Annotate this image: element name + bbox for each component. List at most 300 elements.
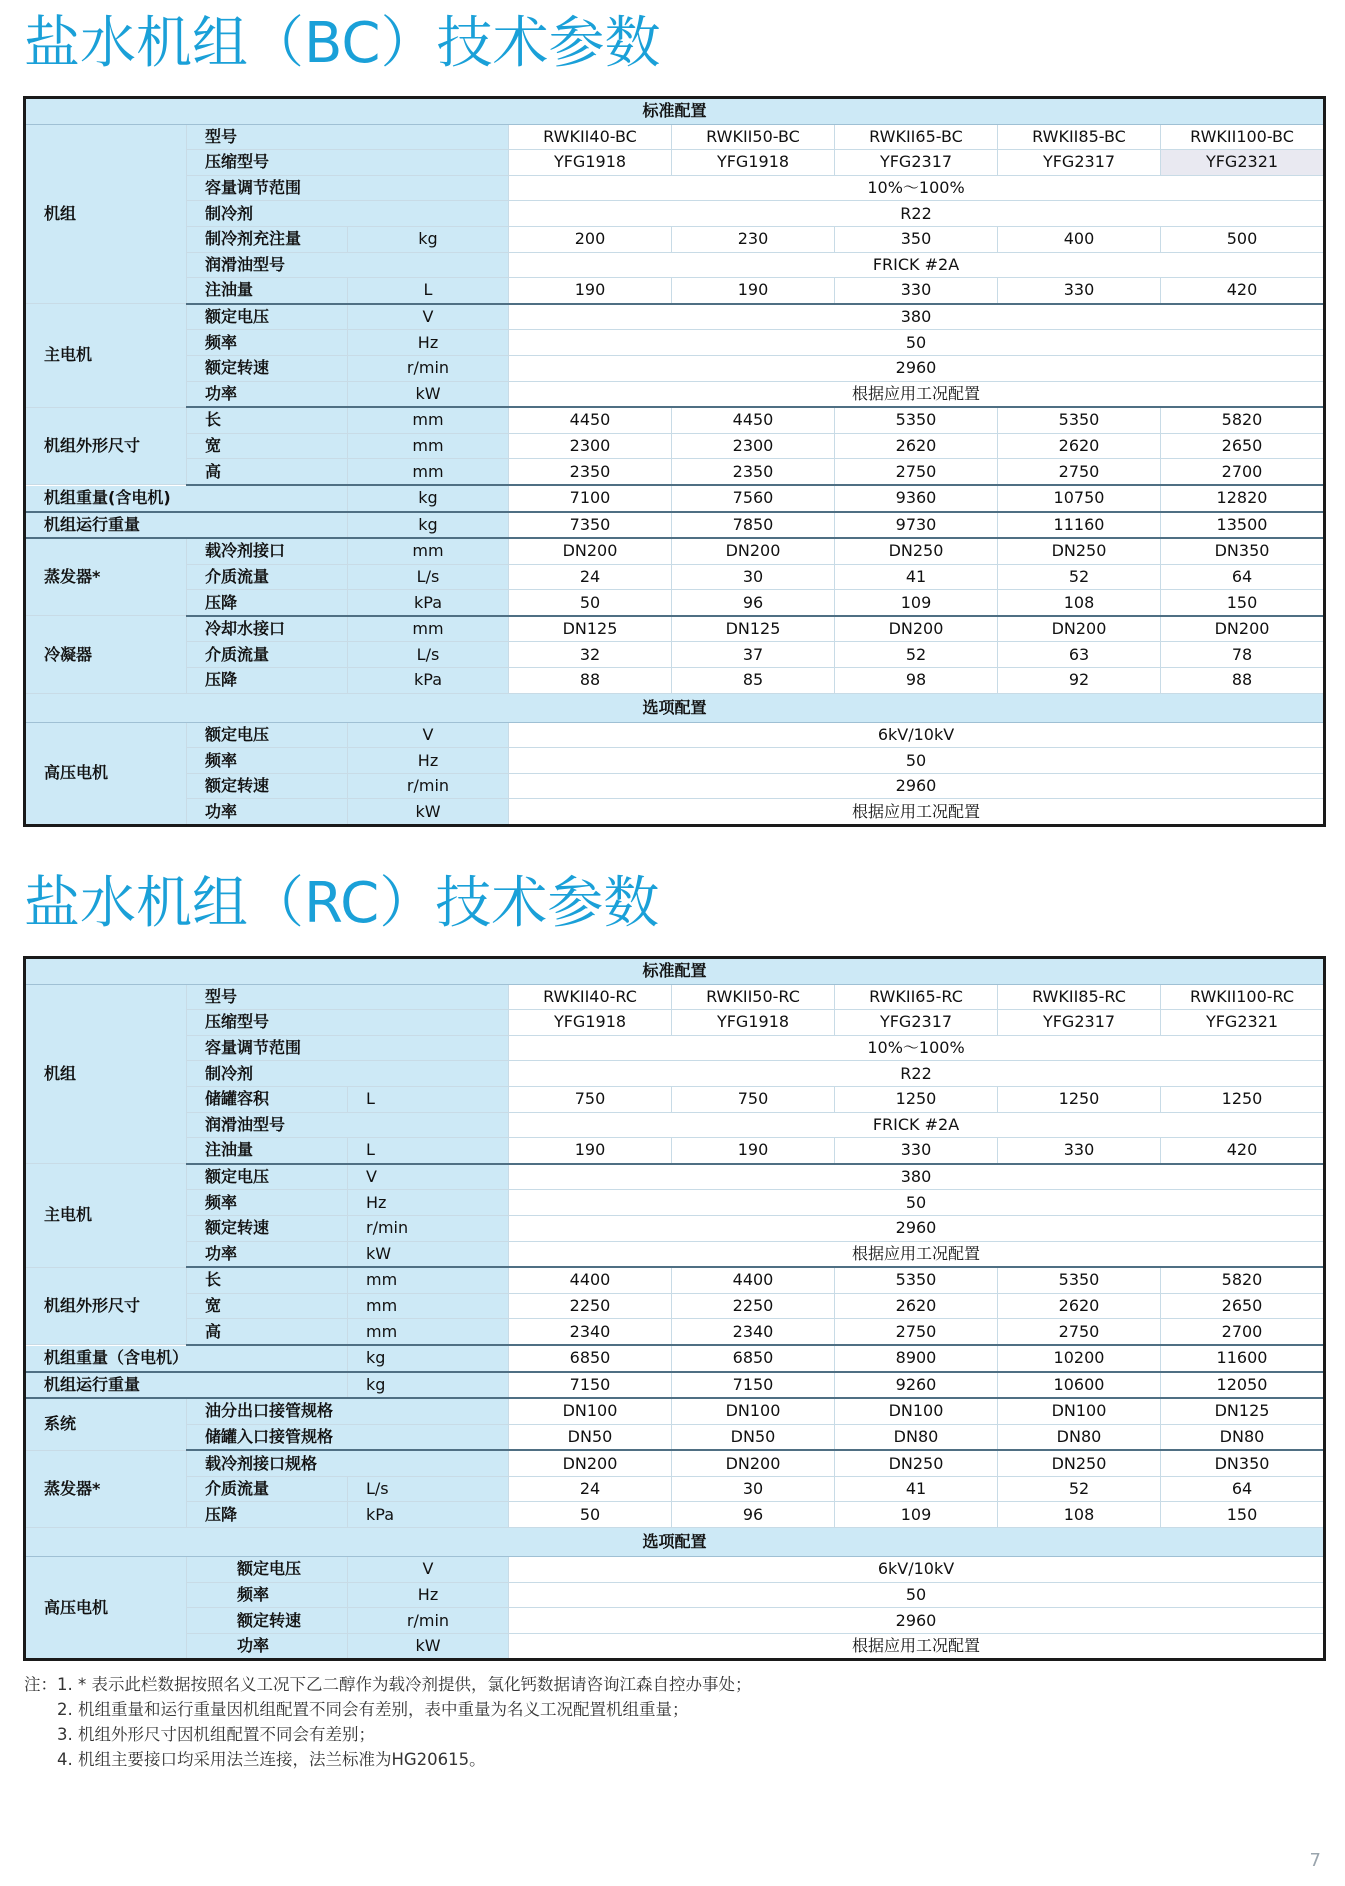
value-cell: YFG2317 <box>835 150 998 176</box>
value-cell: 9730 <box>835 512 998 539</box>
rc-standard-header: 标准配置 <box>25 958 1325 985</box>
unit-cell: L <box>348 1086 509 1112</box>
value-cell: DN100 <box>998 1398 1161 1424</box>
value-cell: 50 <box>509 1582 1325 1608</box>
table-row <box>25 1424 1325 1450</box>
value-cell: 2620 <box>998 433 1161 459</box>
unit-cell: kg <box>348 512 509 539</box>
unit-cell: kg <box>348 226 509 252</box>
value-cell: 78 <box>1161 642 1325 668</box>
value-cell: 2250 <box>509 1293 672 1319</box>
param-label: 功率 <box>187 381 348 407</box>
value-cell: 10%～100% <box>509 175 1325 201</box>
table-row <box>25 1557 1325 1583</box>
value-cell: DN125 <box>672 616 835 642</box>
value-cell: 13500 <box>1161 512 1325 539</box>
value-cell: 500 <box>1161 226 1325 252</box>
table-row <box>25 226 1325 252</box>
unit-cell: kPa <box>348 1502 509 1528</box>
param-label: 载冷剂接口规格 <box>187 1450 509 1476</box>
category-cell: 主电机 <box>25 304 187 407</box>
note-item <box>24 1672 1314 1697</box>
value-cell: DN80 <box>1161 1424 1325 1450</box>
category-cell: 机组 <box>25 124 187 304</box>
value-cell: 330 <box>998 1138 1161 1164</box>
param-label: 润滑油型号 <box>187 1112 509 1138</box>
param-label: 压降 <box>187 668 348 694</box>
value-cell: 7150 <box>672 1372 835 1399</box>
unit-cell: L/s <box>348 564 509 590</box>
param-label: 介质流量 <box>187 642 348 668</box>
value-cell: DN200 <box>672 538 835 564</box>
value-cell: 2700 <box>1161 459 1325 485</box>
value-cell: RWKII85-RC <box>998 984 1161 1010</box>
category-cell: 蒸发器* <box>25 538 187 616</box>
unit-cell: L <box>348 278 509 304</box>
bc-spec-table <box>23 96 1326 827</box>
unit-cell: kg <box>348 485 509 512</box>
param-label: 额定电压 <box>187 1557 348 1583</box>
unit-cell: mm <box>348 459 509 485</box>
value-cell: 6kV/10kV <box>509 722 1325 748</box>
unit-cell: kW <box>348 381 509 407</box>
value-cell: 根据应用工况配置 <box>509 381 1325 407</box>
table-row <box>25 252 1325 278</box>
value-cell: YFG1918 <box>509 150 672 176</box>
value-cell: DN125 <box>509 616 672 642</box>
category-cell: 机组运行重量 <box>25 1372 348 1399</box>
note-item <box>24 1722 1314 1747</box>
value-cell: 50 <box>509 1190 1325 1216</box>
table-row <box>25 590 1325 616</box>
value-cell: 63 <box>998 642 1161 668</box>
param-label: 容量调节范围 <box>187 1035 509 1061</box>
value-cell: 1250 <box>835 1086 998 1112</box>
value-cell: 1250 <box>998 1086 1161 1112</box>
value-cell: 96 <box>672 1502 835 1528</box>
value-cell: 6850 <box>672 1345 835 1372</box>
value-cell: RWKII100-BC <box>1161 124 1325 150</box>
value-cell: 420 <box>1161 1138 1325 1164</box>
unit-cell: r/min <box>348 773 509 799</box>
param-label: 额定转速 <box>187 1608 348 1634</box>
value-cell: DN200 <box>672 1450 835 1476</box>
unit-cell: mm <box>348 1319 509 1345</box>
table-row <box>25 330 1325 356</box>
table-row <box>25 1633 1325 1660</box>
value-cell: 6850 <box>509 1345 672 1372</box>
category-cell: 冷凝器 <box>25 616 187 693</box>
category-cell: 机组重量(含电机) <box>25 485 348 512</box>
param-label: 制冷剂 <box>187 201 509 227</box>
value-cell: 4450 <box>509 407 672 433</box>
value-cell: 2650 <box>1161 1293 1325 1319</box>
table-row <box>25 722 1325 748</box>
note-text: 1. * 表示此栏数据按照名义工况下乙二醇作为载冷剂提供，氯化钙数据请咨询江森自控办事处； <box>57 1675 752 1694</box>
param-label: 长 <box>187 407 348 433</box>
param-label: 额定电压 <box>187 304 348 330</box>
param-label: 储罐容积 <box>187 1086 348 1112</box>
value-cell: 2620 <box>835 1293 998 1319</box>
value-cell: 64 <box>1161 564 1325 590</box>
table-row <box>25 773 1325 799</box>
value-cell: DN250 <box>998 538 1161 564</box>
page-number: 7 <box>1309 1850 1321 1871</box>
value-cell: 10%～100% <box>509 1035 1325 1061</box>
note-item <box>24 1747 1314 1772</box>
table-row <box>25 1241 1325 1267</box>
value-cell: 根据应用工况配置 <box>509 799 1325 826</box>
value-cell: YFG2317 <box>835 1010 998 1036</box>
value-cell: 24 <box>509 1476 672 1502</box>
value-cell: 2750 <box>998 459 1161 485</box>
notes-list <box>24 1672 1314 1772</box>
unit-cell: mm <box>348 538 509 564</box>
unit-cell: V <box>348 722 509 748</box>
param-label: 油分出口接管规格 <box>187 1398 509 1424</box>
table-row <box>25 1010 1325 1036</box>
table-row <box>25 538 1325 564</box>
value-cell: 330 <box>835 1138 998 1164</box>
param-label: 介质流量 <box>187 564 348 590</box>
table-row <box>25 1190 1325 1216</box>
value-cell: 2650 <box>1161 433 1325 459</box>
table-row <box>25 512 1325 539</box>
table-row <box>25 355 1325 381</box>
value-cell: 190 <box>509 1138 672 1164</box>
param-label: 压缩型号 <box>187 150 509 176</box>
value-cell: FRICK #2A <box>509 252 1325 278</box>
value-cell: 330 <box>835 278 998 304</box>
value-cell: 2960 <box>509 1608 1325 1634</box>
unit-cell: mm <box>348 1293 509 1319</box>
table-row <box>25 1345 1325 1372</box>
param-label: 注油量 <box>187 278 348 304</box>
value-cell: 92 <box>998 668 1161 694</box>
value-cell: 5350 <box>835 1267 998 1293</box>
value-cell: 50 <box>509 590 672 616</box>
bc-standard-header: 标准配置 <box>25 98 1325 125</box>
value-cell: 5350 <box>998 407 1161 433</box>
value-cell: 88 <box>1161 668 1325 694</box>
category-cell: 机组 <box>25 984 187 1164</box>
value-cell: 190 <box>672 278 835 304</box>
value-cell: 32 <box>509 642 672 668</box>
value-cell: 2340 <box>509 1319 672 1345</box>
unit-cell: Hz <box>348 1582 509 1608</box>
note-text: 2. 机组重量和运行重量因机组配置不同会有差别，表中重量为名义工况配置机组重量； <box>57 1700 689 1719</box>
value-cell: 7350 <box>509 512 672 539</box>
value-cell: 4450 <box>672 407 835 433</box>
param-label: 长 <box>187 1267 348 1293</box>
value-cell: 190 <box>672 1138 835 1164</box>
value-cell: 2300 <box>509 433 672 459</box>
value-cell: 8900 <box>835 1345 998 1372</box>
value-cell: DN200 <box>509 1450 672 1476</box>
value-cell: 4400 <box>509 1267 672 1293</box>
rc-title: 盐水机组（RC）技术参数 <box>24 871 660 936</box>
value-cell: 5820 <box>1161 407 1325 433</box>
value-cell: DN200 <box>835 616 998 642</box>
table-row <box>25 564 1325 590</box>
value-cell: YFG2317 <box>998 150 1161 176</box>
value-cell: 1250 <box>1161 1086 1325 1112</box>
category-cell: 高压电机 <box>25 722 187 825</box>
value-cell: 30 <box>672 564 835 590</box>
value-cell: 380 <box>509 304 1325 330</box>
rc-option-header: 选项配置 <box>25 1528 1325 1557</box>
param-label: 额定电压 <box>187 722 348 748</box>
category-cell: 系统 <box>25 1398 187 1450</box>
param-label: 频率 <box>187 748 348 774</box>
value-cell: 52 <box>998 564 1161 590</box>
rc-spec-table <box>23 956 1326 1661</box>
param-label: 宽 <box>187 1293 348 1319</box>
value-cell: RWKII50-BC <box>672 124 835 150</box>
value-cell: 50 <box>509 1502 672 1528</box>
value-cell: 750 <box>509 1086 672 1112</box>
unit-cell: mm <box>348 407 509 433</box>
value-cell: RWKII65-BC <box>835 124 998 150</box>
value-cell: 9360 <box>835 485 998 512</box>
unit-cell: V <box>348 304 509 330</box>
value-cell: DN350 <box>1161 538 1325 564</box>
value-cell: 11160 <box>998 512 1161 539</box>
param-label: 高 <box>187 459 348 485</box>
value-cell: 330 <box>998 278 1161 304</box>
value-cell: 108 <box>998 1502 1161 1528</box>
value-cell: YFG1918 <box>672 150 835 176</box>
unit-cell: V <box>348 1557 509 1583</box>
value-cell: 9260 <box>835 1372 998 1399</box>
value-cell: RWKII40-RC <box>509 984 672 1010</box>
value-cell: 400 <box>998 226 1161 252</box>
param-label: 功率 <box>187 1241 348 1267</box>
unit-cell: V <box>348 1164 509 1190</box>
value-cell: DN250 <box>998 1450 1161 1476</box>
table-row <box>25 150 1325 176</box>
unit-cell: r/min <box>348 1608 509 1634</box>
value-cell: YFG2321 <box>1161 150 1325 176</box>
table-row <box>25 1164 1325 1190</box>
table-row <box>25 1138 1325 1164</box>
value-cell: 2300 <box>672 433 835 459</box>
value-cell: 109 <box>835 590 998 616</box>
value-cell: DN50 <box>672 1424 835 1450</box>
unit-cell: r/min <box>348 1215 509 1241</box>
param-label: 功率 <box>187 799 348 826</box>
param-label: 制冷剂 <box>187 1061 509 1087</box>
unit-cell: mm <box>348 616 509 642</box>
param-label: 容量调节范围 <box>187 175 509 201</box>
unit-cell: kg <box>348 1345 509 1372</box>
table-row <box>25 407 1325 433</box>
unit-cell: mm <box>348 1267 509 1293</box>
param-label: 介质流量 <box>187 1476 348 1502</box>
bc-option-header: 选项配置 <box>25 693 1325 722</box>
table-row <box>25 1035 1325 1061</box>
bc-title: 盐水机组（BC）技术参数 <box>24 11 661 76</box>
unit-cell: L/s <box>348 642 509 668</box>
value-cell: DN200 <box>509 538 672 564</box>
value-cell: FRICK #2A <box>509 1112 1325 1138</box>
table-row <box>25 175 1325 201</box>
table-row <box>25 642 1325 668</box>
value-cell: 64 <box>1161 1476 1325 1502</box>
table-row <box>25 1267 1325 1293</box>
value-cell: 2250 <box>672 1293 835 1319</box>
param-label: 高 <box>187 1319 348 1345</box>
value-cell: R22 <box>509 1061 1325 1087</box>
param-label: 额定电压 <box>187 1164 348 1190</box>
unit-cell: r/min <box>348 355 509 381</box>
table-row <box>25 278 1325 304</box>
value-cell: DN350 <box>1161 1450 1325 1476</box>
value-cell: 200 <box>509 226 672 252</box>
param-label: 额定转速 <box>187 773 348 799</box>
value-cell: 420 <box>1161 278 1325 304</box>
value-cell: DN50 <box>509 1424 672 1450</box>
table-row <box>25 668 1325 694</box>
table-row <box>25 433 1325 459</box>
category-cell: 机组重量（含电机） <box>25 1345 348 1372</box>
value-cell: 2960 <box>509 773 1325 799</box>
value-cell: 2750 <box>835 1319 998 1345</box>
unit-cell: kg <box>348 1372 509 1399</box>
value-cell: 根据应用工况配置 <box>509 1241 1325 1267</box>
table-row <box>25 1372 1325 1399</box>
param-label: 注油量 <box>187 1138 348 1164</box>
value-cell: RWKII85-BC <box>998 124 1161 150</box>
param-label: 型号 <box>187 984 509 1010</box>
value-cell: 190 <box>509 278 672 304</box>
value-cell: 52 <box>835 642 998 668</box>
table-row <box>25 616 1325 642</box>
value-cell: 30 <box>672 1476 835 1502</box>
value-cell: 37 <box>672 642 835 668</box>
param-label: 频率 <box>187 1190 348 1216</box>
value-cell: RWKII50-RC <box>672 984 835 1010</box>
param-label: 冷却水接口 <box>187 616 348 642</box>
param-label: 压降 <box>187 590 348 616</box>
table-row <box>25 1582 1325 1608</box>
unit-cell: mm <box>348 433 509 459</box>
param-label: 制冷剂充注量 <box>187 226 348 252</box>
param-label: 型号 <box>187 124 509 150</box>
value-cell: RWKII40-BC <box>509 124 672 150</box>
value-cell: 根据应用工况配置 <box>509 1633 1325 1660</box>
param-label: 宽 <box>187 433 348 459</box>
value-cell: YFG2317 <box>998 1010 1161 1036</box>
value-cell: 7850 <box>672 512 835 539</box>
unit-cell: kPa <box>348 668 509 694</box>
value-cell: YFG1918 <box>509 1010 672 1036</box>
value-cell: DN100 <box>835 1398 998 1424</box>
value-cell: 7560 <box>672 485 835 512</box>
value-cell: DN250 <box>835 1450 998 1476</box>
category-cell: 主电机 <box>25 1164 187 1267</box>
table-row <box>25 459 1325 485</box>
value-cell: 88 <box>509 668 672 694</box>
value-cell: 2340 <box>672 1319 835 1345</box>
value-cell: 85 <box>672 668 835 694</box>
unit-cell: Hz <box>348 748 509 774</box>
value-cell: 7100 <box>509 485 672 512</box>
value-cell: 7150 <box>509 1372 672 1399</box>
value-cell: 12050 <box>1161 1372 1325 1399</box>
value-cell: DN250 <box>835 538 998 564</box>
table-row <box>25 748 1325 774</box>
value-cell: 50 <box>509 330 1325 356</box>
value-cell: 4400 <box>672 1267 835 1293</box>
unit-cell: L <box>348 1138 509 1164</box>
value-cell: DN200 <box>1161 616 1325 642</box>
param-label: 频率 <box>187 330 348 356</box>
table-row <box>25 124 1325 150</box>
unit-cell: L/s <box>348 1476 509 1502</box>
param-label: 压降 <box>187 1502 348 1528</box>
value-cell: DN100 <box>509 1398 672 1424</box>
table-row <box>25 1608 1325 1634</box>
value-cell: 5350 <box>998 1267 1161 1293</box>
value-cell: DN200 <box>998 616 1161 642</box>
param-label: 额定转速 <box>187 355 348 381</box>
table-row <box>25 1112 1325 1138</box>
table-row <box>25 381 1325 407</box>
value-cell: R22 <box>509 201 1325 227</box>
value-cell: 5820 <box>1161 1267 1325 1293</box>
value-cell: 2350 <box>672 459 835 485</box>
value-cell: 10750 <box>998 485 1161 512</box>
value-cell: 380 <box>509 1164 1325 1190</box>
value-cell: YFG1918 <box>672 1010 835 1036</box>
value-cell: 2960 <box>509 355 1325 381</box>
category-cell: 机组运行重量 <box>25 512 348 539</box>
unit-cell: kW <box>348 1241 509 1267</box>
value-cell: YFG2321 <box>1161 1010 1325 1036</box>
value-cell: 350 <box>835 226 998 252</box>
table-row <box>25 1398 1325 1424</box>
value-cell: DN80 <box>835 1424 998 1450</box>
notes-prefix: 注： <box>24 1675 57 1694</box>
table-row <box>25 1215 1325 1241</box>
value-cell: RWKII65-RC <box>835 984 998 1010</box>
value-cell: DN80 <box>998 1424 1161 1450</box>
value-cell: 2700 <box>1161 1319 1325 1345</box>
param-label: 频率 <box>187 1582 348 1608</box>
category-cell: 蒸发器* <box>25 1450 187 1527</box>
param-label: 载冷剂接口 <box>187 538 348 564</box>
table-row <box>25 1061 1325 1087</box>
table-row <box>25 201 1325 227</box>
table-row <box>25 1502 1325 1528</box>
unit-cell: Hz <box>348 330 509 356</box>
value-cell: 24 <box>509 564 672 590</box>
value-cell: 6kV/10kV <box>509 1557 1325 1583</box>
unit-cell: Hz <box>348 1190 509 1216</box>
value-cell: 2620 <box>835 433 998 459</box>
value-cell: 96 <box>672 590 835 616</box>
param-label: 储罐入口接管规格 <box>187 1424 509 1450</box>
value-cell: 150 <box>1161 590 1325 616</box>
unit-cell: kW <box>348 799 509 826</box>
value-cell: 230 <box>672 226 835 252</box>
value-cell: 750 <box>672 1086 835 1112</box>
unit-cell: kW <box>348 1633 509 1660</box>
note-item <box>24 1697 1314 1722</box>
value-cell: 52 <box>998 1476 1161 1502</box>
note-text: 3. 机组外形尺寸因机组配置不同会有差别； <box>57 1725 375 1744</box>
